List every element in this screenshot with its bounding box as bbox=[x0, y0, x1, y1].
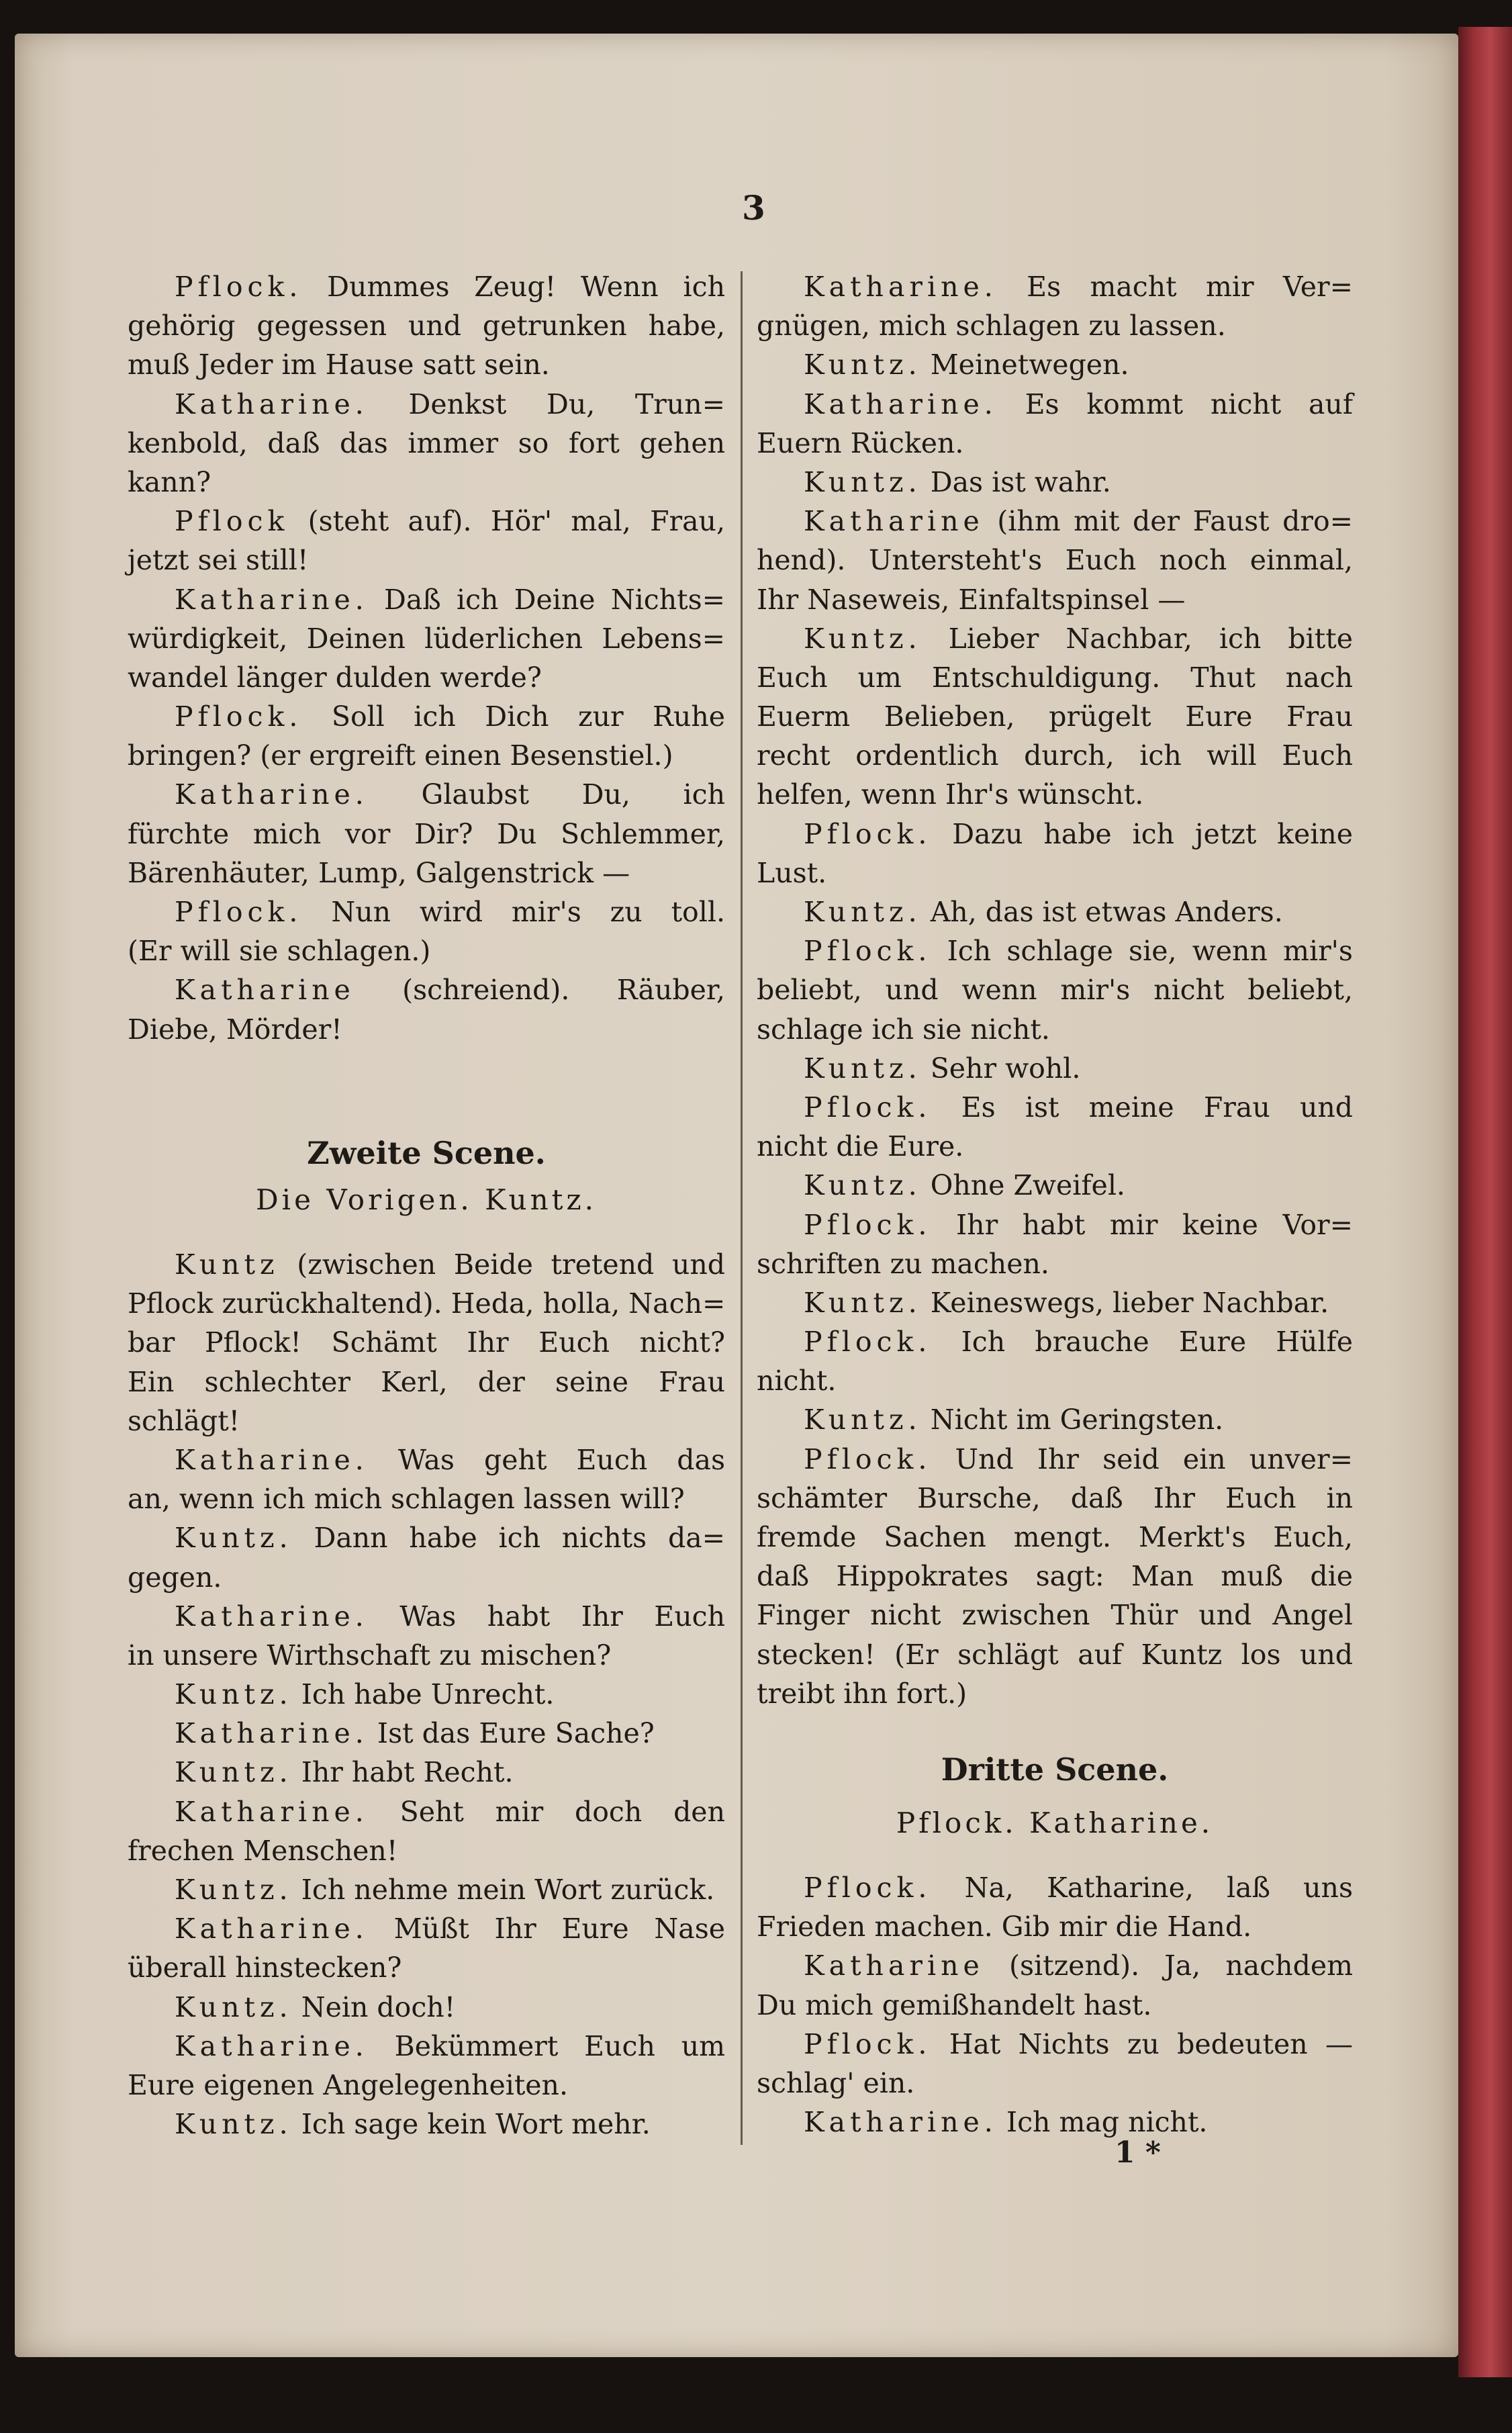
text-line bbox=[128, 385, 725, 424]
speaker-name: Kuntz. bbox=[804, 349, 922, 381]
text-line bbox=[757, 306, 1353, 345]
text-line bbox=[757, 1361, 1353, 1400]
speaker-name: Pflock. bbox=[175, 271, 303, 303]
line-text: Diebe, Mörder! bbox=[128, 1013, 342, 1046]
text-line bbox=[128, 2027, 725, 2066]
text-line bbox=[128, 267, 725, 306]
left-column-block-1 bbox=[128, 267, 725, 1049]
text-line bbox=[128, 541, 725, 580]
text-line bbox=[757, 892, 1353, 931]
line-text: Ihr habt mir keine Vor= bbox=[955, 1208, 1353, 1241]
line-text: schämter Bursche, daß Ihr Euch in bbox=[757, 1481, 1353, 1514]
text-line bbox=[128, 775, 725, 814]
text-line bbox=[128, 1245, 725, 1284]
line-text: gnügen, mich schlagen zu lassen. bbox=[757, 310, 1226, 342]
line-text: Ihr Naseweis, Einfaltspinsel — bbox=[757, 583, 1186, 616]
line-text: Daß ich Deine Nichts= bbox=[384, 583, 725, 616]
line-text: Ah, das ist etwas Anders. bbox=[930, 896, 1283, 928]
speaker-name: Pflock. bbox=[804, 935, 932, 968]
speaker-name: Kuntz. bbox=[175, 1756, 293, 1789]
line-text: Soll ich Dich zur Ruhe bbox=[331, 700, 725, 733]
scene-heading: Zweite Scene. bbox=[307, 1135, 546, 1171]
text-line bbox=[128, 2105, 725, 2144]
text-line bbox=[128, 1597, 725, 1636]
line-text: Frieden machen. Gib mir die Hand. bbox=[757, 1911, 1252, 1943]
text-line bbox=[128, 1010, 725, 1049]
text-line bbox=[128, 1323, 725, 1362]
text-line bbox=[128, 892, 725, 931]
line-text: Ohne Zweifel. bbox=[930, 1169, 1125, 1202]
text-line bbox=[128, 345, 725, 384]
text-line bbox=[757, 1283, 1353, 1322]
text-line bbox=[757, 2103, 1353, 2142]
line-text: Lieber Nachbar, ich bitte bbox=[948, 622, 1353, 655]
line-text: Pflock zurückhaltend). Heda, holla, Nach= bbox=[128, 1287, 726, 1320]
speaker-name: Pflock. bbox=[804, 1872, 932, 1904]
line-text: Euern Rücken. bbox=[757, 426, 964, 459]
line-text: schriften zu machen. bbox=[757, 1247, 1049, 1280]
text-line bbox=[757, 463, 1353, 502]
text-line bbox=[757, 541, 1353, 580]
text-line bbox=[757, 1479, 1353, 1518]
speaker-name: Katharine. bbox=[175, 1717, 369, 1750]
line-text: Es macht mir Ver= bbox=[1027, 271, 1353, 303]
line-text: Und Ihr seid ein unver= bbox=[955, 1442, 1353, 1475]
line-text: beliebt, und wenn mir's nicht beliebt, bbox=[757, 974, 1353, 1007]
speaker-name: Katharine. bbox=[175, 2029, 369, 2062]
line-text: jetzt sei still! bbox=[128, 544, 309, 577]
line-text: nicht. bbox=[757, 1365, 837, 1397]
line-text: Es ist meine Frau und bbox=[961, 1091, 1353, 1123]
text-line bbox=[757, 1166, 1353, 1205]
line-text: Hat Nichts zu bedeuten — bbox=[949, 2027, 1353, 2060]
line-text: Keineswegs, lieber Nachbar. bbox=[930, 1286, 1329, 1319]
speaker-name: Kuntz. bbox=[804, 1052, 922, 1085]
text-line bbox=[128, 658, 725, 697]
line-text: Ist das Eure Sache? bbox=[377, 1717, 655, 1750]
line-text: Bärenhäuter, Lump, Galgenstrick — bbox=[128, 856, 630, 889]
line-text: Müßt Ihr Eure Nase bbox=[393, 1913, 725, 1945]
text-line bbox=[757, 2025, 1353, 2064]
right-column-block-2 bbox=[757, 1868, 1353, 2142]
line-text: Du mich gemißhandelt hast. bbox=[757, 1988, 1152, 2021]
speaker-name: Kuntz. bbox=[804, 1404, 922, 1436]
text-line bbox=[757, 619, 1353, 658]
speaker-name: Kuntz. bbox=[804, 1286, 922, 1319]
text-line bbox=[757, 1557, 1353, 1596]
line-text: Eure eigenen Angelegenheiten. bbox=[128, 2068, 568, 2101]
scene-persons: Pflock. Katharine. bbox=[896, 1806, 1214, 1839]
text-line bbox=[757, 267, 1353, 306]
speaker-name: Pflock. bbox=[804, 817, 932, 850]
book-edge bbox=[1458, 27, 1512, 2377]
text-line bbox=[757, 1518, 1353, 1557]
speaker-name: Katharine. bbox=[175, 387, 369, 420]
speaker-name: Katharine. bbox=[175, 778, 369, 811]
text-line bbox=[128, 424, 725, 463]
text-line bbox=[128, 1440, 725, 1479]
line-text: daß Hippokrates sagt: Man muß die bbox=[757, 1560, 1353, 1593]
text-line bbox=[757, 580, 1353, 619]
text-line bbox=[757, 1946, 1353, 1985]
text-line bbox=[757, 2064, 1353, 2103]
line-text: Dummes Zeug! Wenn ich bbox=[327, 271, 725, 303]
line-text: Ich sage kein Wort mehr. bbox=[301, 2108, 651, 2141]
text-line bbox=[757, 1088, 1353, 1127]
text-line bbox=[128, 463, 725, 502]
line-text: Nein doch! bbox=[301, 1990, 456, 2023]
text-line bbox=[757, 1440, 1353, 1479]
text-line bbox=[757, 1635, 1353, 1674]
text-line bbox=[757, 658, 1353, 697]
speaker-name: Katharine bbox=[804, 505, 984, 538]
line-text: Euerm Belieben, prügelt Eure Frau bbox=[757, 700, 1353, 733]
text-line bbox=[757, 1986, 1353, 2025]
speaker-name: Pflock. bbox=[804, 1208, 932, 1241]
scene-heading: Dritte Scene. bbox=[941, 1751, 1169, 1788]
speaker-name: Katharine. bbox=[175, 583, 369, 616]
left-column-block-2 bbox=[128, 1245, 725, 2144]
speaker-name: Katharine. bbox=[804, 271, 998, 303]
line-text: Dann habe ich nichts da= bbox=[314, 1522, 725, 1555]
page-number: 3 bbox=[742, 188, 765, 228]
text-line bbox=[128, 619, 725, 658]
speaker-name: Katharine. bbox=[175, 1443, 369, 1476]
speaker-name: Katharine. bbox=[175, 1600, 369, 1633]
line-text: in unsere Wirthschaft zu mischen? bbox=[128, 1639, 612, 1671]
line-text: kann? bbox=[128, 465, 211, 498]
line-text: kenbold, daß das immer so fort gehen bbox=[128, 426, 725, 459]
text-line bbox=[128, 1558, 725, 1597]
speaker-name: Katharine bbox=[175, 974, 355, 1007]
speaker-name: Pflock bbox=[175, 505, 289, 538]
speaker-name: Kuntz. bbox=[804, 622, 922, 655]
line-text: Lust. bbox=[757, 856, 827, 889]
line-text: an, wenn ich mich schlagen lassen will? bbox=[128, 1483, 685, 1516]
text-line bbox=[757, 1907, 1353, 1946]
text-line bbox=[128, 1363, 725, 1402]
text-line bbox=[128, 697, 725, 736]
text-line bbox=[757, 424, 1353, 463]
speaker-name: Pflock. bbox=[804, 1091, 932, 1123]
line-text: Glaubst Du, ich bbox=[421, 778, 725, 811]
line-text: Sehr wohl. bbox=[930, 1052, 1081, 1085]
line-text: würdigkeit, Deinen lüderlichen Lebens= bbox=[128, 622, 725, 655]
text-line bbox=[128, 1402, 725, 1440]
text-line bbox=[757, 1674, 1353, 1713]
line-text: überall hinstecken? bbox=[128, 1952, 402, 1984]
line-text: (zwischen Beide tretend und bbox=[297, 1248, 725, 1281]
line-text: Ich nehme mein Wort zurück. bbox=[301, 1874, 715, 1906]
line-text: schlägt! bbox=[128, 1404, 240, 1437]
text-line bbox=[128, 1753, 725, 1792]
text-line bbox=[757, 1205, 1353, 1244]
speaker-name: Katharine. bbox=[175, 1795, 369, 1828]
line-text: Euch um Entschuldigung. Thut nach bbox=[757, 661, 1353, 694]
line-text: schlage ich sie nicht. bbox=[757, 1013, 1050, 1046]
text-line bbox=[757, 970, 1353, 1009]
text-line bbox=[128, 306, 725, 345]
speaker-name: Pflock. bbox=[175, 700, 303, 733]
speaker-name: Katharine. bbox=[804, 387, 998, 420]
line-text: hend). Untersteht's Euch noch einmal, bbox=[757, 544, 1353, 577]
text-line bbox=[757, 1596, 1353, 1635]
line-text: Was habt Ihr Euch bbox=[399, 1600, 725, 1633]
text-line bbox=[128, 1870, 725, 1909]
text-line bbox=[757, 1010, 1353, 1049]
text-line bbox=[757, 502, 1353, 541]
line-text: Meinetwegen. bbox=[930, 349, 1129, 381]
signature-mark: 1 * bbox=[1115, 2136, 1161, 2170]
line-text: Nun wird mir's zu toll. bbox=[331, 896, 725, 928]
text-line bbox=[128, 854, 725, 892]
text-line bbox=[757, 736, 1353, 775]
line-text: Nicht im Geringsten. bbox=[930, 1404, 1224, 1436]
text-line bbox=[757, 775, 1353, 814]
text-line bbox=[128, 1479, 725, 1518]
text-line bbox=[757, 697, 1353, 736]
text-line bbox=[128, 1792, 725, 1831]
text-line bbox=[128, 931, 725, 970]
text-line bbox=[128, 1909, 725, 1948]
speaker-name: Katharine bbox=[804, 1949, 984, 1982]
text-line bbox=[128, 815, 725, 854]
speaker-name: Kuntz. bbox=[175, 1990, 293, 2023]
text-line bbox=[128, 1988, 725, 2027]
speaker-name: Kuntz. bbox=[804, 1169, 922, 1202]
line-text: bringen? (er ergreift einen Besenstiel.) bbox=[128, 739, 673, 772]
text-line bbox=[128, 2066, 725, 2105]
line-text: Was geht Euch das bbox=[397, 1443, 725, 1476]
text-line bbox=[757, 931, 1353, 970]
speaker-name: Pflock. bbox=[175, 896, 303, 928]
line-text: Dazu habe ich jetzt keine bbox=[952, 817, 1353, 850]
text-line bbox=[128, 1284, 725, 1323]
line-text: helfen, wenn Ihr's wünscht. bbox=[757, 778, 1144, 811]
line-text: (schreiend). Räuber, bbox=[402, 974, 725, 1007]
text-line bbox=[757, 815, 1353, 854]
line-text: (sitzend). Ja, nachdem bbox=[1008, 1949, 1353, 1982]
text-line bbox=[757, 1868, 1353, 1907]
text-line bbox=[757, 1127, 1353, 1166]
line-text: Ihr habt Recht. bbox=[301, 1756, 514, 1789]
line-text: Es kommt nicht auf bbox=[1025, 387, 1353, 420]
speaker-name: Pflock. bbox=[804, 1326, 932, 1359]
speaker-name: Pflock. bbox=[804, 2027, 932, 2060]
text-line bbox=[757, 345, 1353, 384]
line-text: Seht mir doch den bbox=[399, 1795, 725, 1828]
line-text: bar Pflock! Schämt Ihr Euch nicht? bbox=[128, 1326, 725, 1359]
line-text: Ich schlage sie, wenn mir's bbox=[947, 935, 1353, 968]
text-line bbox=[128, 580, 725, 619]
speaker-name: Kuntz. bbox=[175, 1678, 293, 1711]
line-text: (ihm mit der Faust dro= bbox=[997, 505, 1353, 538]
text-line bbox=[757, 1244, 1353, 1283]
line-text: Bekümmert Euch um bbox=[394, 2029, 725, 2062]
text-line bbox=[128, 1714, 725, 1753]
speaker-name: Kuntz bbox=[175, 1248, 279, 1281]
text-line bbox=[757, 1049, 1353, 1088]
speaker-name: Pflock. bbox=[804, 1442, 932, 1475]
line-text: treibt ihn fort.) bbox=[757, 1677, 967, 1710]
line-text: Ein schlechter Kerl, der seine Frau bbox=[128, 1365, 725, 1398]
text-line bbox=[128, 502, 725, 541]
line-text: Na, Katharine, laß uns bbox=[964, 1872, 1353, 1904]
speaker-name: Katharine. bbox=[804, 2106, 998, 2139]
speaker-name: Kuntz. bbox=[804, 465, 922, 498]
line-text: stecken! (Er schlägt auf Kuntz los und bbox=[757, 1638, 1353, 1671]
line-text: Finger nicht zwischen Thür und Angel bbox=[757, 1599, 1353, 1632]
speaker-name: Kuntz. bbox=[175, 1522, 293, 1555]
line-text: Denkst Du, Trun= bbox=[408, 387, 725, 420]
line-text: (steht auf). Hör' mal, Frau, bbox=[308, 505, 725, 538]
line-text: recht ordentlich durch, ich will Euch bbox=[757, 739, 1353, 772]
line-text: Ich mag nicht. bbox=[1006, 2106, 1208, 2139]
text-line bbox=[757, 1400, 1353, 1439]
line-text: Ich habe Unrecht. bbox=[301, 1678, 555, 1711]
text-line bbox=[757, 1322, 1353, 1361]
line-text: Ich brauche Eure Hülfe bbox=[961, 1326, 1353, 1359]
line-text: gegen. bbox=[128, 1561, 222, 1594]
speaker-name: Katharine. bbox=[175, 1913, 369, 1945]
speaker-name: Kuntz. bbox=[175, 2108, 293, 2141]
line-text: schlag' ein. bbox=[757, 2066, 915, 2099]
text-line bbox=[757, 854, 1353, 892]
line-text: nicht die Eure. bbox=[757, 1130, 964, 1163]
speaker-name: Kuntz. bbox=[804, 896, 922, 928]
line-text: fremde Sachen mengt. Merkt's Euch, bbox=[757, 1521, 1353, 1553]
line-text: fürchte mich vor Dir? Du Schlemmer, bbox=[128, 817, 725, 850]
line-text: muß Jeder im Hause satt sein. bbox=[128, 349, 550, 381]
line-text: frechen Menschen! bbox=[128, 1834, 398, 1867]
right-column-block-1 bbox=[757, 267, 1353, 1713]
speaker-name: Kuntz. bbox=[175, 1874, 293, 1906]
text-line bbox=[757, 385, 1353, 424]
text-line bbox=[128, 1948, 725, 1987]
column-divider bbox=[741, 271, 743, 2145]
line-text: wandel länger dulden werde? bbox=[128, 661, 542, 694]
line-text: (Er will sie schlagen.) bbox=[128, 935, 431, 968]
text-line bbox=[128, 1675, 725, 1714]
line-text: gehörig gegessen und getrunken habe, bbox=[128, 310, 725, 342]
line-text: Das ist wahr. bbox=[930, 465, 1111, 498]
text-line bbox=[128, 1831, 725, 1870]
text-line bbox=[128, 970, 725, 1009]
text-line bbox=[128, 1518, 725, 1557]
text-line bbox=[128, 736, 725, 775]
scene-persons: Die Vorigen. Kuntz. bbox=[256, 1183, 597, 1216]
text-line bbox=[128, 1636, 725, 1675]
